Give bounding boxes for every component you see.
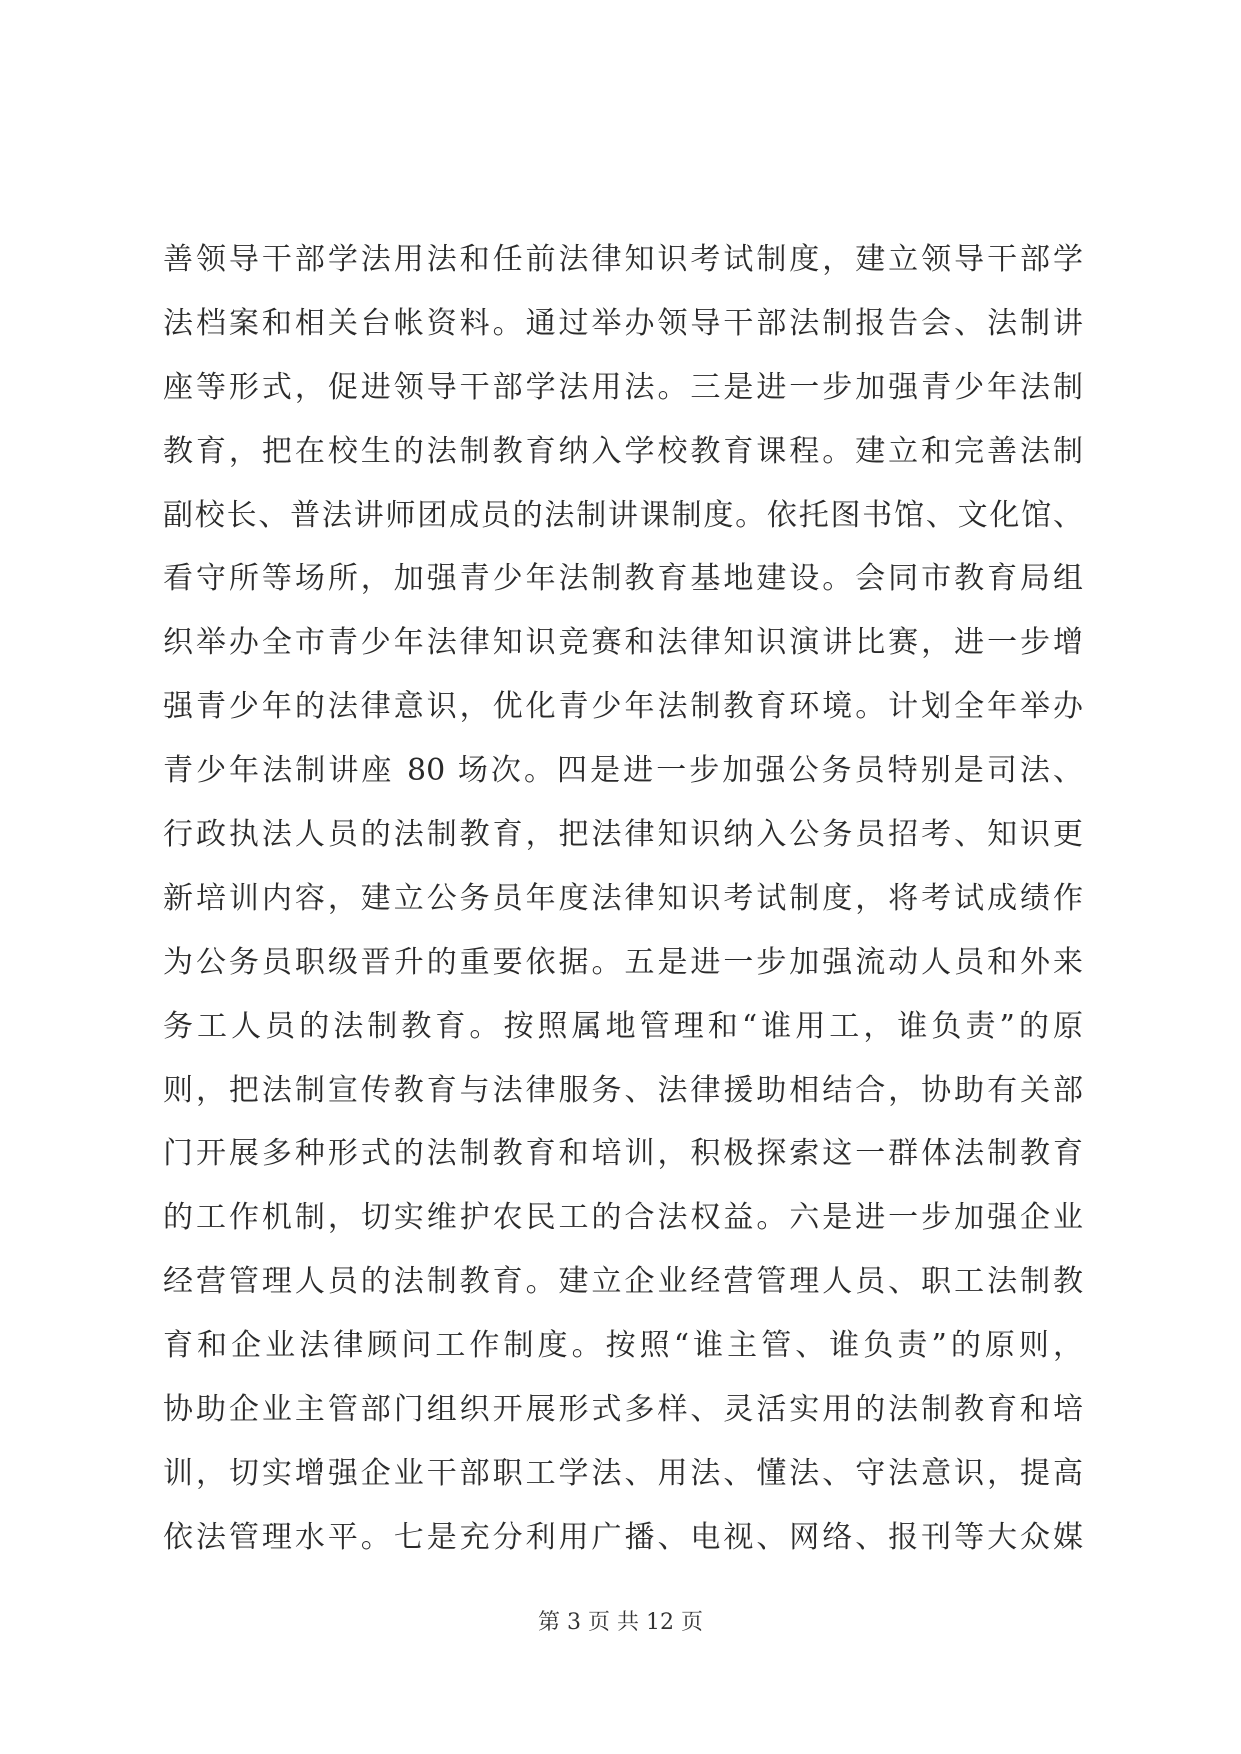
- text-line: 育和企业法律顾问工作制度。按照“谁主管、谁负责”的原则，: [163, 1328, 1083, 1364]
- text-line: 依法管理水平。七是充分利用广播、电视、网络、报刊等大众媒: [163, 1519, 1083, 1555]
- text-line: 为公务员职级晋升的重要依据。五是进一步加强流动人员和外来: [163, 944, 1083, 980]
- text-line: 务工人员的法制教育。按照属地管理和“谁用工，谁负责”的原: [163, 1008, 1083, 1044]
- text-line: 强青少年的法律意识，优化青少年法制教育环境。计划全年举办: [163, 689, 1083, 725]
- text-line: 教育，把在校生的法制教育纳入学校教育课程。建立和完善法制: [163, 433, 1083, 469]
- text-line: 织举办全市青少年法律知识竞赛和法律知识演讲比赛，进一步增: [163, 625, 1083, 661]
- text-line: 青少年法制讲座 80 场次。四是进一步加强公务员特别是司法、: [163, 753, 1083, 789]
- text-line: 法档案和相关台帐资料。通过举办领导干部法制报告会、法制讲: [163, 305, 1083, 341]
- text-line: 善领导干部学法用法和任前法律知识考试制度，建立领导干部学: [163, 242, 1083, 277]
- text-line: 行政执法人员的法制教育，把法律知识纳入公务员招考、知识更: [163, 817, 1083, 853]
- text-line: 则，把法制宣传教育与法律服务、法律援助相结合，协助有关部: [163, 1072, 1083, 1108]
- text-line: 的工作机制，切实维护农民工的合法权益。六是进一步加强企业: [163, 1200, 1083, 1236]
- text-line: 门开展多种形式的法制教育和培训，积极探索这一群体法制教育: [163, 1136, 1083, 1172]
- text-line: 训，切实增强企业干部职工学法、用法、懂法、守法意识，提高: [163, 1455, 1083, 1491]
- text-line: 看守所等场所，加强青少年法制教育基地建设。会同市教育局组: [163, 561, 1083, 597]
- text-line: 副校长、普法讲师团成员的法制讲课制度。依托图书馆、文化馆、: [163, 497, 1083, 533]
- body-text: [163, 228, 1083, 1570]
- text-line: 新培训内容，建立公务员年度法律知识考试制度，将考试成绩作: [163, 880, 1083, 916]
- text-line: 经营管理人员的法制教育。建立企业经营管理人员、职工法制教: [163, 1264, 1083, 1300]
- page-number-footer: 第 3 页 共 12 页: [538, 1610, 703, 1635]
- text-line: 协助企业主管部门组织开展形式多样、灵活实用的法制教育和培: [163, 1392, 1083, 1428]
- text-line: 座等形式，促进领导干部学法用法。三是进一步加强青少年法制: [163, 369, 1083, 405]
